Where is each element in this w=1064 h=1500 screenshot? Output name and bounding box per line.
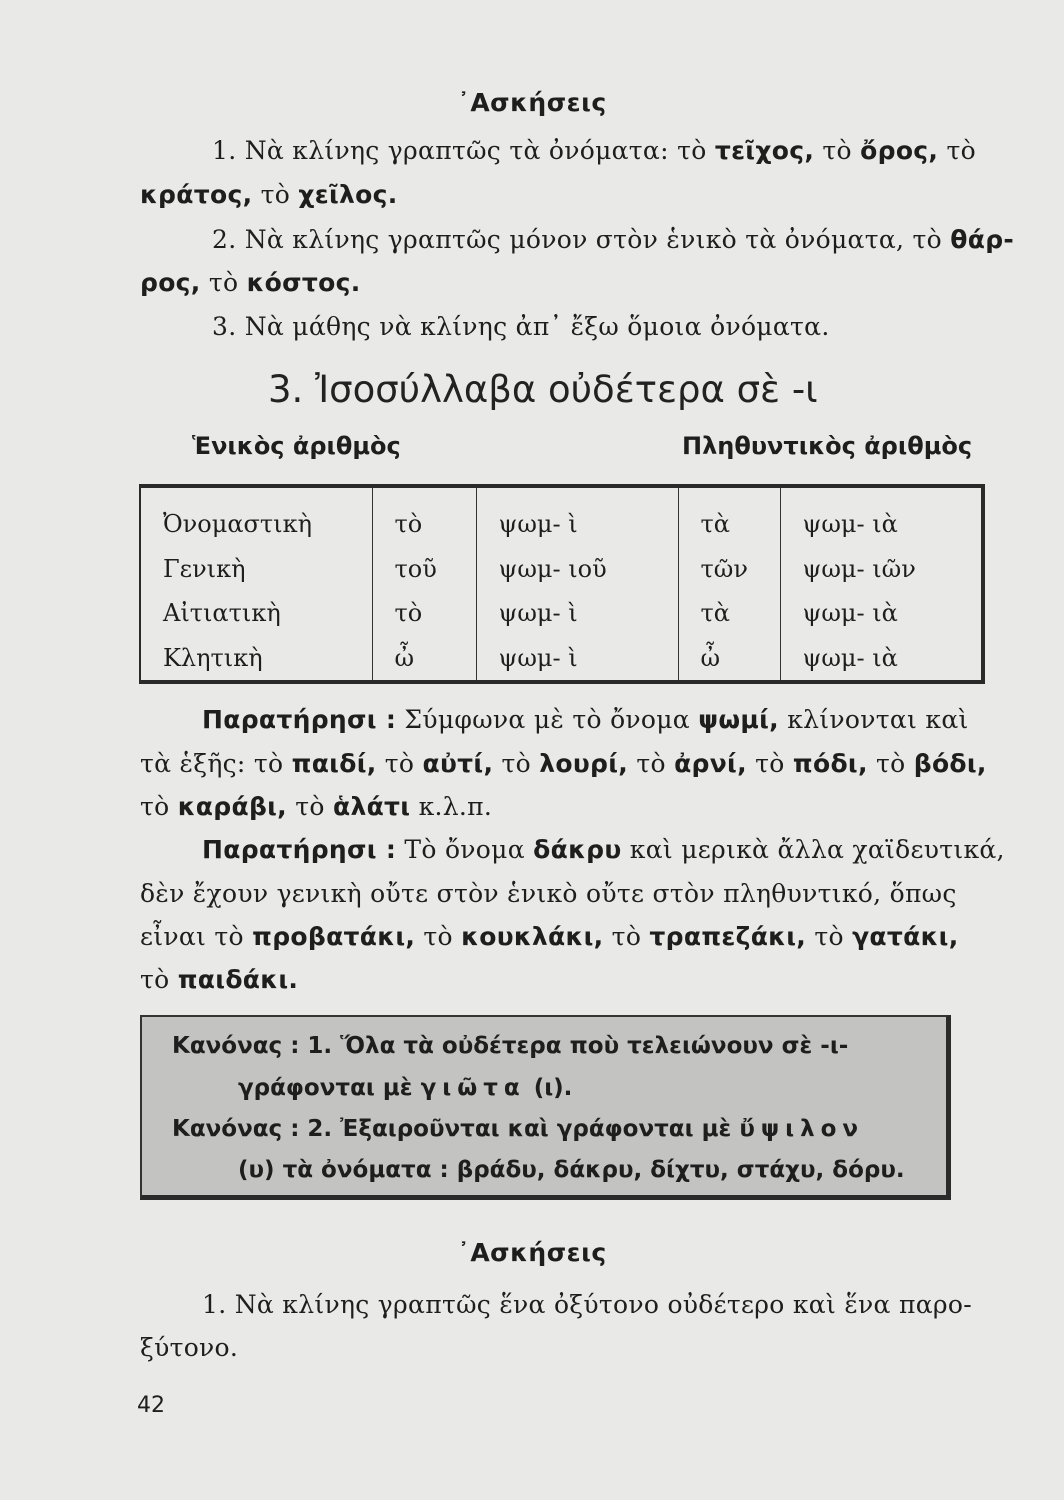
text: τὸ [140,965,178,994]
form-plural: ψωμ- ιὰ [780,591,983,635]
table-row [140,486,983,547]
text: κλίνονται καὶ [778,705,969,734]
text: τὸ [286,792,333,821]
article-plural: τὰ [678,486,780,547]
singular-heading: Ἑνικὸς ἀριθμὸς [192,432,401,460]
section-title: 3. Ἰσοσύλλαβα οὐδέτερα σὲ -ι [268,368,818,411]
article-plural: ὦ [678,636,780,682]
text: Σύμφωνα μὲ τὸ ὄνομα [396,705,699,734]
text: τὸ [867,749,914,778]
rule-2-line-1 [172,1116,864,1142]
exercise-final-line-2: ξύτονο. [140,1333,239,1362]
form-plural: ψωμ- ιὰ [780,636,983,682]
text: τὸ [814,136,861,165]
text: τὸ [200,268,247,297]
case-name: Γενικὴ [163,554,246,583]
bold-word: προβατάκι, [252,922,416,951]
text: τὸ [938,136,976,165]
exercise-2-line-1 [212,225,1014,254]
bold-word: δάκρυ [533,835,622,864]
bold-word: ρος, [140,268,201,297]
exercise-1-line-1 [212,136,976,165]
table-row [140,591,983,635]
text: τὸ [746,749,793,778]
text: τὸ [140,792,178,821]
bold-word: λουρί, [539,749,629,778]
bold-word: θάρ- [950,225,1015,254]
text: εἶναι τὸ [140,922,253,951]
note-1-line-1 [202,705,969,734]
exercise-2-line-2 [140,268,361,297]
note-2-line-2: δὲν ἔχουν γενικὴ οὔτε στὸν ἑνικὸ οὔτε στὸν πληθυντικό, ὅπως [140,879,957,908]
text: τὸ [252,180,299,209]
bold-word: ἀρνί, [674,749,747,778]
text: Τὸ ὄνομα [396,835,534,864]
declension-table [139,484,985,684]
bold-word: παιδάκι. [177,965,299,994]
bold-word: κουκλάκι, [461,922,604,951]
text: τὸ [628,749,675,778]
article-singular: τὸ [372,591,476,635]
note-2-line-1 [202,835,1005,864]
text: τὸ [603,922,650,951]
bold-word: πόδι, [792,749,868,778]
rule-1-line-1: Κανόνας : 1. Ὅλα τὰ οὐδέτερα ποὺ τελειώνουν σὲ -ι- [172,1033,849,1059]
bold-word: τραπεζάκι, [649,922,807,951]
rule-1-line-2 [238,1075,572,1101]
page-number: 42 [137,1393,165,1418]
article-singular: τὸ [372,486,476,547]
rule-box [140,1015,951,1200]
bold-word: τεῖχος, [714,136,815,165]
note-1-line-2 [140,749,987,778]
exercise-final-line-1: 1. Νὰ κλίνης γραπτῶς ἕνα ὀξύτονο οὐδέτερο καὶ ἕνα παρο- [202,1290,972,1319]
article-plural: τὰ [678,591,780,635]
article-singular: ὦ [372,636,476,682]
bold-word: γατάκι, [852,922,959,951]
note-2-line-3 [140,922,959,951]
form-singular: ψωμ- ὶ [476,486,678,547]
bold-word: ἁλάτι [332,792,411,821]
text: 1. Νὰ κλίνης γραπτῶς τὰ ὀνόματα: τὸ [212,136,715,165]
article-singular: τοῦ [372,547,476,591]
bold-word: ὄρος, [860,136,939,165]
form-singular: ψωμ- ιοῦ [476,547,678,591]
text: (ι). [525,1075,573,1101]
text: κ.λ.π. [410,792,493,821]
text: 2. Νὰ κλίνης γραπτῶς μόνον στὸν ἑνικὸ τὰ ὀνόματα, τὸ [212,225,951,254]
table-row [140,636,983,682]
note-label: Παρατήρησι : [202,835,397,864]
text: τὸ [376,749,423,778]
form-plural: ψωμ- ιὰ [780,486,983,547]
case-name: Ὀνομαστικὴ [163,510,312,539]
exercises-heading-2: ᾿Ασκήσεις [457,1238,607,1267]
spaced-word: ὔψιλον [739,1116,865,1142]
bold-word: κράτος, [140,180,253,209]
bold-word: αὐτί, [422,749,494,778]
plural-heading: Πληθυντικὸς ἀριθμὸς [682,432,973,460]
bold-word: κόστος. [246,268,361,297]
bold-word: βόδι, [913,749,987,778]
spaced-word: γιῶτα [420,1075,526,1101]
text: τὸ [493,749,540,778]
bold-word: καράβι, [177,792,287,821]
table-row [140,547,983,591]
form-singular: ψωμ- ὶ [476,636,678,682]
text: γράφονται μὲ [238,1075,421,1101]
case-name: Αἰτιατικὴ [163,599,281,628]
rule-2-line-2: (υ) τὰ ὀνόματα : βράδυ, δάκρυ, δίχτυ, στάχυ, δόρυ. [238,1157,905,1183]
note-2-line-4 [140,965,298,994]
form-plural: ψωμ- ιῶν [780,547,983,591]
case-name: Κλητικὴ [163,643,263,672]
text: Κανόνας : 2. Ἐξαιροῦνται καὶ γράφονται μὲ [172,1116,740,1142]
text: καὶ μερικὰ ἄλλα χαϊδευτικά, [621,835,1005,864]
text: τὰ ἑξῆς: τὸ [140,749,292,778]
bold-word: παιδί, [291,749,377,778]
exercise-3-line: 3. Νὰ μάθης νὰ κλίνης ἀπ᾿ ἔξω ὅμοια ὀνόματα. [212,312,830,341]
exercises-heading: ᾿Ασκήσεις [457,88,607,117]
bold-word: χεῖλος. [298,180,398,209]
note-label: Παρατήρησι : [202,705,397,734]
bold-word: ψωμί, [698,705,779,734]
form-singular: ψωμ- ὶ [476,591,678,635]
exercise-1-line-2 [140,180,398,209]
note-1-line-3 [140,792,492,821]
article-plural: τῶν [678,547,780,591]
text: τὸ [415,922,462,951]
text: τὸ [806,922,853,951]
